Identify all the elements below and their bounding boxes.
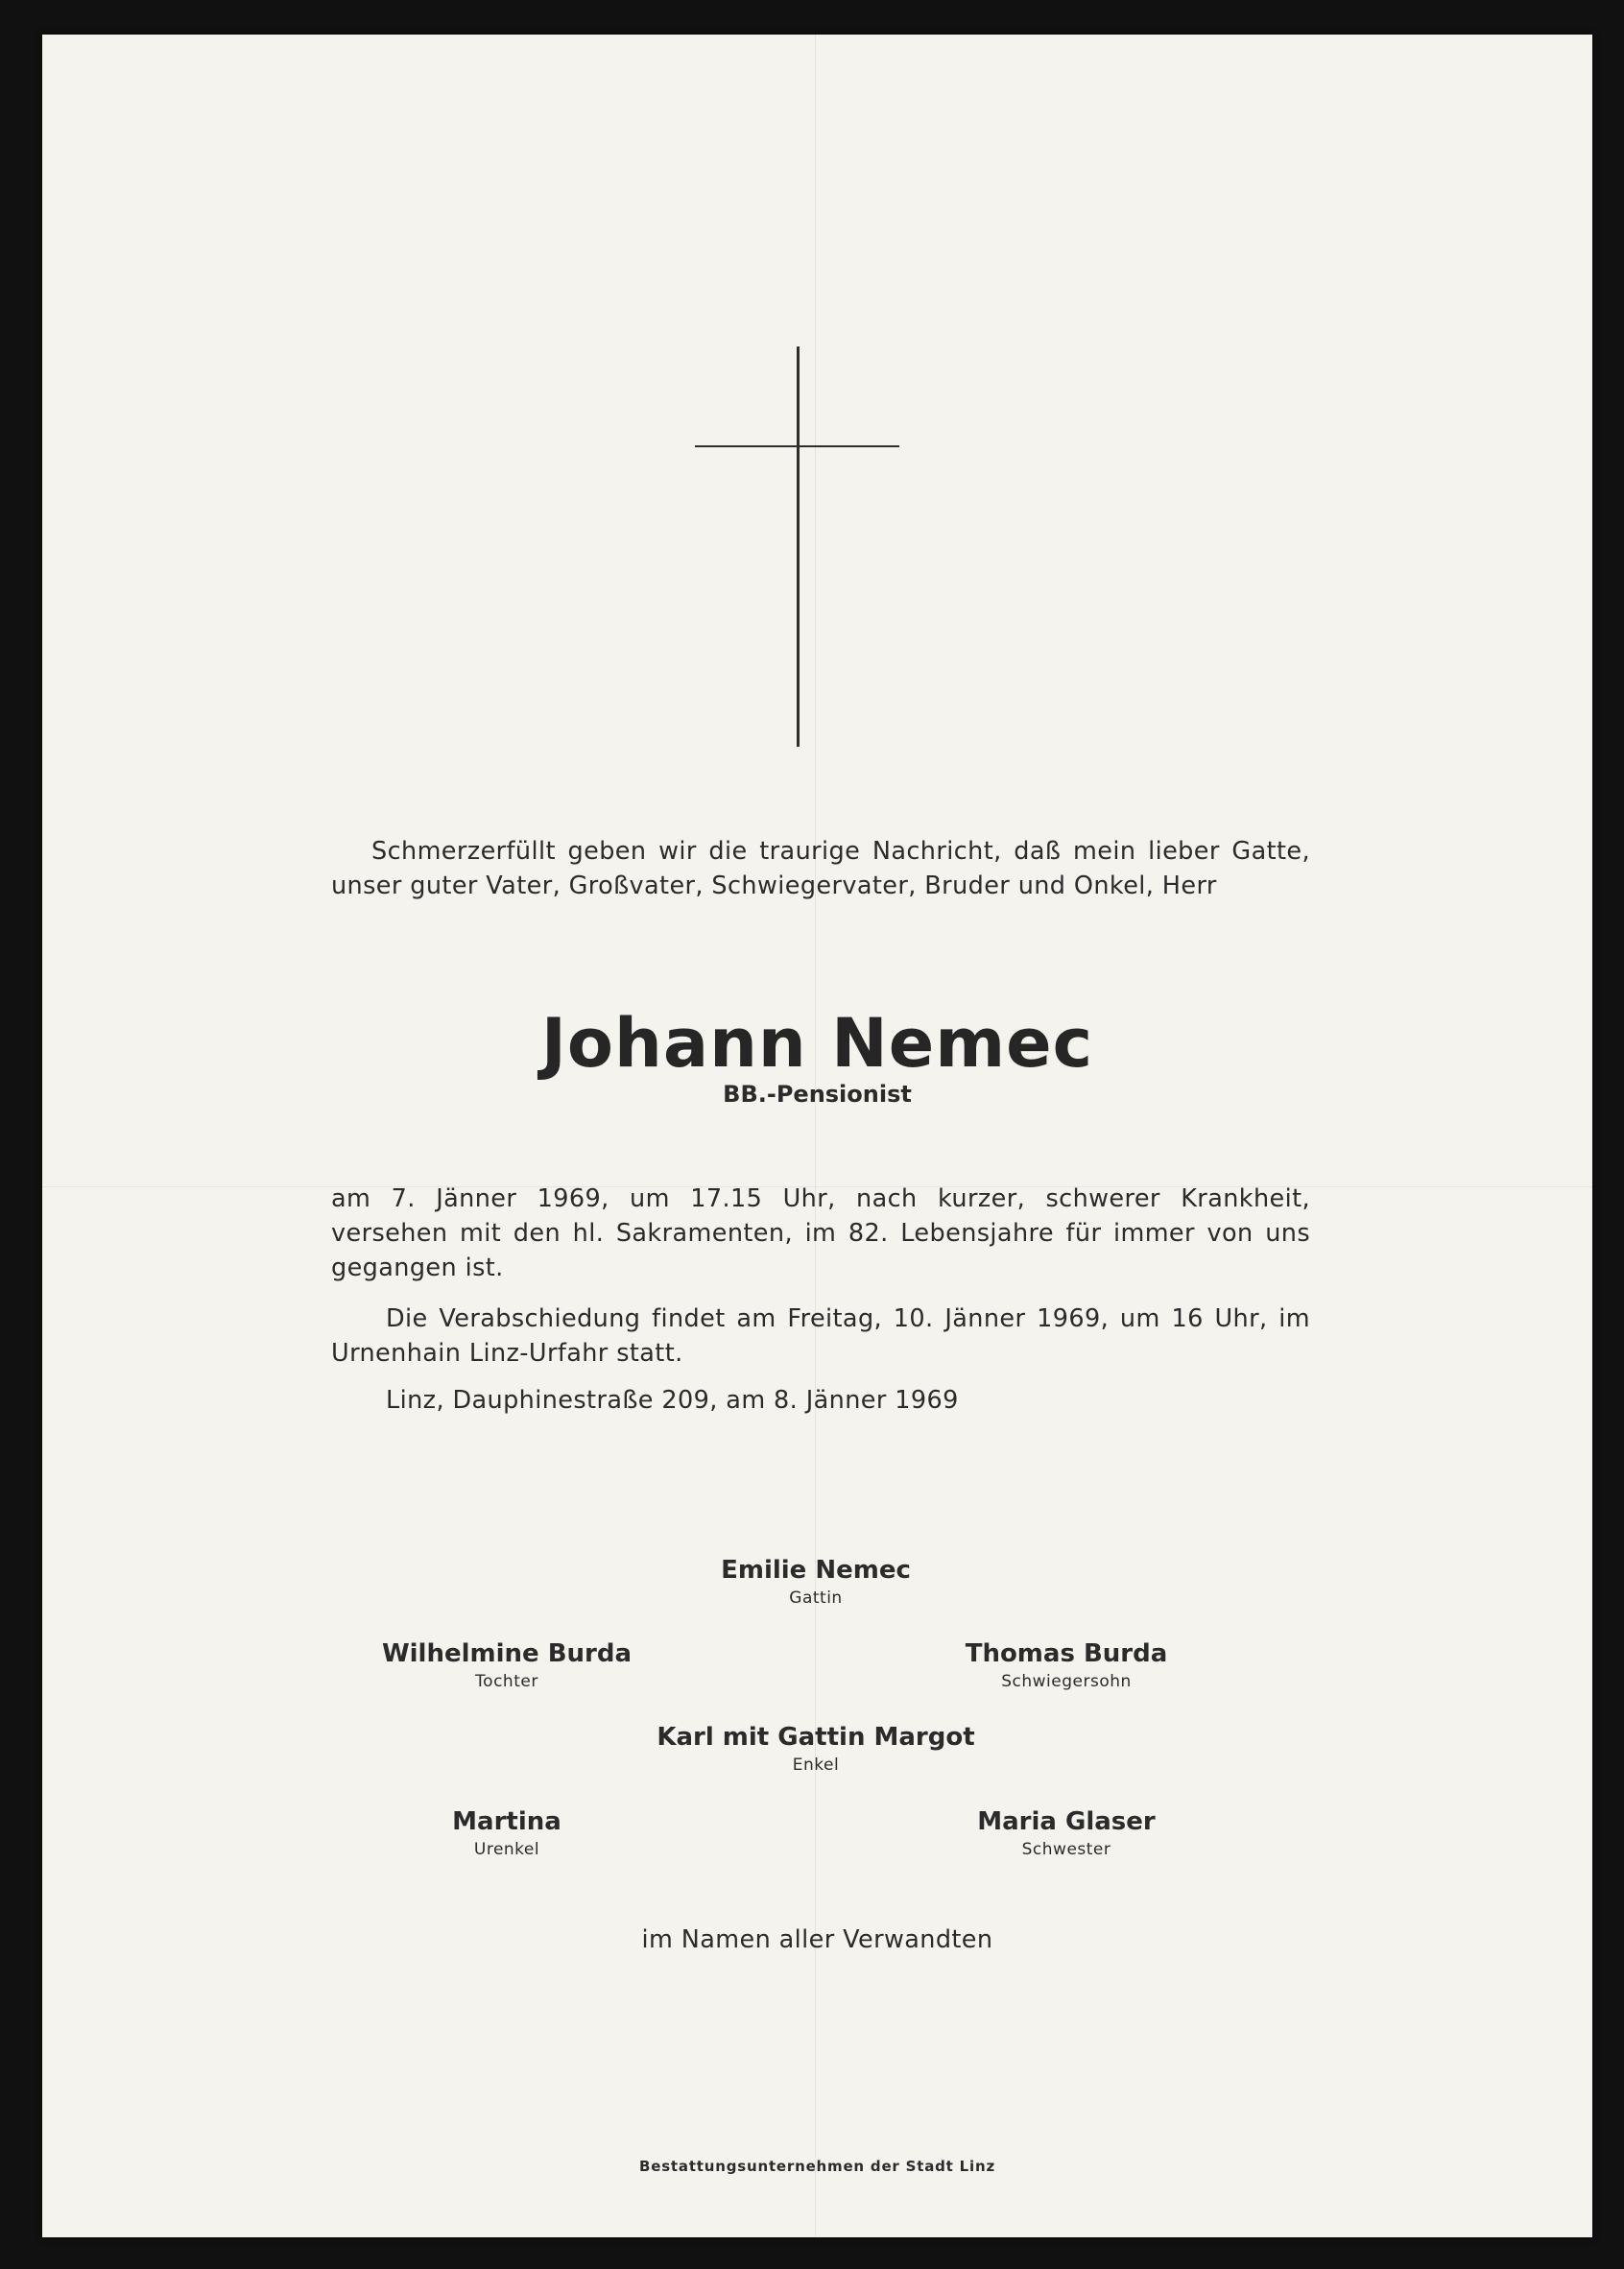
mourner-relation: Urenkel: [473, 1840, 540, 1859]
mourner-emilie: [595, 1554, 1037, 1610]
paper-fold-vertical: [815, 35, 816, 2237]
mourner-name: Martina: [452, 1807, 561, 1836]
mourner-martina: [286, 1805, 728, 1861]
mourner-karl: [595, 1721, 1037, 1777]
mourner-relation: Schwester: [1021, 1840, 1111, 1859]
mourner-name: Emilie Nemec: [721, 1556, 911, 1585]
mourner-relation: Enkel: [792, 1755, 840, 1775]
closing-line: im Namen aller Verwandten: [641, 1925, 993, 1954]
funeral-home-footer: Bestattungsunternehmen der Stadt Linz: [639, 2158, 995, 2175]
mourner-name: Karl mit Gattin Margot: [657, 1723, 975, 1752]
mourner-relation: Gattin: [789, 1588, 843, 1608]
mourner-wilhelmine: [286, 1637, 728, 1693]
obituary-sheet: [42, 35, 1592, 2237]
cross-vertical-beam: [797, 346, 800, 747]
mourner-name: Wilhelmine Burda: [381, 1639, 633, 1668]
intro-paragraph: Schmerzerfüllt geben wir die traurige Nachricht, daß mein lieber Gatte, unser guter Vater, Großvater, Schwiegervater, Bruder und Onkel, Herr: [331, 837, 1310, 900]
deceased-title: BB.-Pensionist: [723, 1081, 912, 1108]
place-date: Linz, Dauphinestraße 209, am 8. Jänner 1969: [386, 1386, 959, 1415]
deceased-name: Johann Nemec: [540, 1004, 1094, 1083]
mourner-relation: Schwiegersohn: [1001, 1672, 1132, 1691]
farewell-paragraph: Die Verabschiedung findet am Freitag, 10. Jänner 1969, um 16 Uhr, im Urnenhain Linz-Urfahr statt.: [331, 1304, 1310, 1368]
mourner-thomas: [846, 1637, 1287, 1693]
mourner-name: Maria Glaser: [977, 1807, 1156, 1836]
mourner-name: Thomas Burda: [965, 1639, 1168, 1668]
cross-horizontal-beam: [695, 445, 899, 447]
mourner-maria: [846, 1805, 1287, 1861]
death-paragraph: am 7. Jänner 1969, um 17.15 Uhr, nach kurzer, schwerer Krankheit, versehen mit den hl. Sakramenten, im 82. Lebensjahre für immer von uns gegangen ist.: [331, 1184, 1310, 1282]
mourner-relation: Tochter: [475, 1672, 538, 1691]
